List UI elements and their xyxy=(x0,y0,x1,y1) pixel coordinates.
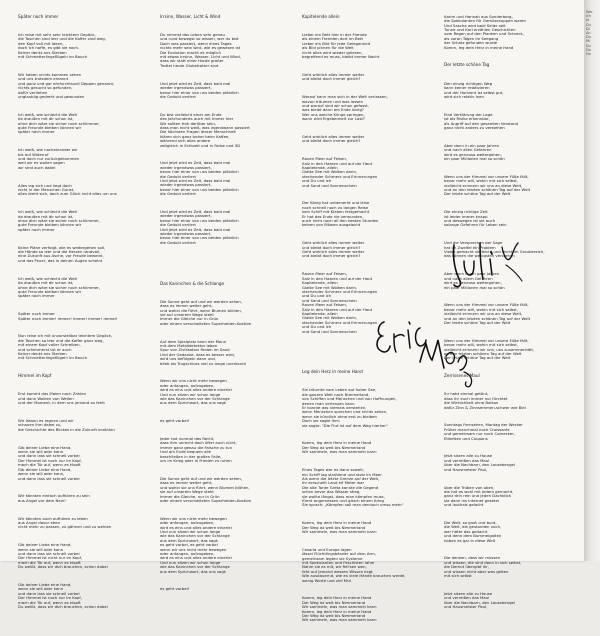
stanza: Komm, leg dein Herz in meine Hand Der Weg ist weit bis Nimmerland Wir sammeln, was man sammeln kann xyxy=(302,520,377,534)
song-title: Irrsinn, Wasser, Licht & Wind xyxy=(160,13,221,19)
stanza: Wir lassen es regnen und wir schauen ihm dabei zu, die Geschichte des Blickes in die Zukunft erzählen xyxy=(18,418,115,432)
stanza: Ich reise mit sehr sehr leichtem Gepäck, die Taschen sind leer und die Koffer sind weg, den Kopf voll mit Ideen, doch ich hoffe, es gibt sie noch. Keiner denkt ans Sterben mit Schmetterlingsflügeln im Bauch xyxy=(18,32,106,60)
lyrics-column-2 xyxy=(160,6,288,592)
stanza: Die Welt, so groß und bunt, die Welt, die gestanden noch, wer hätte das gedacht und denn dem Bummelgalten haben es gar in diese Welt xyxy=(444,519,502,543)
stanza: Wenn uns der Himmel vor unsere Füße fällt, bevor mehr will, wohin mit sich selbst, vielleicht erinnern wir uns an diese Welt, und an den letzten schönen Tag auf der Welt Der letzte schöne Tag auf der Welt xyxy=(444,302,531,325)
stanza: Später noch immer Später noch immer! immer! immer! immer! immer! xyxy=(18,311,118,321)
stanza: Die Sonne geht auf und wir werden sehen, dass es immer weiter geht, und wohin die führt, wenn Blumen blühen, sie auf unserem Wege steht Immer die Gleiche nur in Grün oder einem verschwitzten Superhelden-Kostüm xyxy=(160,298,252,326)
stanza: Keine Pläne verfolgt, wie es weitergehen soll, die Hände so leer und die Herzen randvoll, eine Zukunft aus Asche, vor Freude beweint, und das Feuer, das in deinen Augen scheint xyxy=(18,244,106,263)
song-title: Himmel im Kopf xyxy=(18,373,52,379)
stanza: Komm, leg dein Herz in meine Hand Der Weg ist weit bis Nimmerland Wir sammeln, was man sammeln kann Komm, leg dein Herz in meine Hand Der Weg ist weit bis Nimmerland Wir sammeln, was man sammeln kann xyxy=(302,595,377,623)
stanza: Und jetzt wird es Zeit, dass bald mal wieder irgendwas passiert, bevor hier einer von uns beiden plötzlich die Geduld verliert Und jetzt wird es Zeit, dass bald mal wieder irgendwas passiert, bevor hier einer von uns beiden plötzlich die Geduld verliert xyxy=(160,209,239,245)
stanza: Und jetzt wird es Zeit, dass bald mal wieder irgendwas passiert, bevor hier einer von uns beiden plötzlich die Geduld verliert xyxy=(160,80,239,99)
lyrics-column-1 xyxy=(18,6,146,610)
stanza: Jetzt sitzen alle zu Hause und verreißen das Maul über die Nachbarn, den Lausebengel und Hausmeister Paul, xyxy=(444,453,515,472)
stanza: Lieber ein Bett hier in der Fremde als einem Fremden dort im Bett Lieber ein Bild für jede Gelegenheit als Bild pinnen für die Welt nicht alles wird wieder gelesen, begreifend es muss, bleibt immer Nacht xyxy=(302,32,380,60)
stanza: Sie träumte vom Leben auf hoher See, die ganzen Welt nach Nimmerland, von Schiffen und Menschen und von Hoffnungen, denen man vertrauen kann Er konnte das niemals verstehen, wenn Menschen sprechen und nichts sehen, wenn sie kündlich ohne erst zu bleiben Doch sie sagte ihm: sie sagte: "Die Flut ist auf dem Weg hierher" xyxy=(302,387,397,428)
stanza: Jetzt sitzen alle zu Hause und verreißen das Maul über die Nachbarn, den Lausebengel und Hausmeister Paul, xyxy=(444,590,515,610)
stanza: Casaria und Europa lagen lässei Flüchtlingsbänder auf dem Arm, gemeinsam legten sie Systeme mit Spekulanten und Feschisten lahm Nahm sie es mit, wir fiel'sen wen, feht auf jemand wessen Wissen liegt Wie ausdauernd, wie es viele Hände brauchen werde, wenig Worte und viel Mut xyxy=(302,546,406,583)
stanza: Komm, leg dein Herz in meine Hand Der Weg ist weit bis Nimmerland Wir sammeln, was man sammeln kann xyxy=(302,440,377,455)
stanza: Wenn uns der Himmel vor unsere Füße fällt, bevor mehr will, wohin mit sich selbst, vielleicht erinnern wir uns an diese Welt, und an den letzten schönen Tag auf der Welt Der letzte schöne Tag auf der Welt xyxy=(444,173,531,197)
song-title: Später noch immer xyxy=(18,13,59,19)
stanza: Ich weiß, wie schlecht die Welt da draußen mit dir schon ist, ohne dich wäre sie sicher noch schlimmer, gute Freunde bleiben können wir später noch immer xyxy=(18,275,101,299)
stanza: Wenn uns der Himmel vor unsere Füße fällt, bevor mehr will, wohin mit sich selbst, vielleicht erinnern wir uns, uns zusammenhält, an den letzten schönen Tag auf der Welt Der letzte schöne Tag auf der Welt xyxy=(444,337,535,361)
stanza: Erst kommt das Malen nach Zahlen und dann Wolken von Wellen und der Moment, in dem uns jemand so fehlt xyxy=(18,391,105,406)
stanza: über die Trüben von oben, die hat es wohl mit jedem gemacht, ganz drin rein und jeden Dachblick sie dann ins Internet gesetzt und lauthals gelacht xyxy=(444,484,514,508)
stanza: Sonntags Fernsehen, Montag der Wecker Früher manchmal noch Croissants und gemeinsam nur noch Camecker, Etiketten und Coupons xyxy=(444,422,523,441)
next-page-edge-text: Wer Ich Je Du Di An Da Mi Du Da Ha xyxy=(586,10,593,57)
stanza: Eine Verklärung der Lage ist als Risiko erkennbar, als Angriff auf den gesamten Verstand ganz nicht anders zu verstehen xyxy=(444,111,518,130)
lyrics-column-3 xyxy=(302,6,430,623)
stanza: Die einzig richtige Zeit ist leider immer knapp und deswegen ist sie auch solange Gefahren für Leben sein xyxy=(444,209,507,228)
stanza: Aber dann in ein paar Jahren und nach allen Gefahren wird es genauso weitergehen, ein paar Millionen mal so schön xyxy=(444,142,505,161)
stanza: Der König hat unbemerkt und leise noch schnell noch zu langen Reise kein Schiff mit Kleben festgemacht Er hat das Ende nie verwunden, auch nicht noch all den besten Stunden keinen von Möwen ausgelacht xyxy=(302,200,379,228)
stanza: Du nimmst das Leben sehr genau und rund bewegst so wissen, wer du bist Doch was passiert, wenn eines Tages nichts mehr sein wird, wie es gewesen ist Die Evolution macht es möglich mit etwas Irrsinn, Wasser, Licht und Wind, dass wir statt einer Horde großer Trottel heute Glubetrotter sind xyxy=(160,32,241,68)
song-title: Der letzte schöne Tag xyxy=(444,62,490,68)
handwritten-signature-1 xyxy=(446,235,526,295)
stanza: Gib deiner Liebe eine Hand, wenn sie will oder kann und dann lass sie schnell vorbei Der Himmel ist noch nur im Kopf, mach die Tür auf, wenn es klopft Gib deiner Liebe eine Hand, wenn sie will oder kann, und dann lass sie schnell vorbei xyxy=(18,444,82,481)
stanza: Auf dem Spielplatz kann der Mann mit dem Metalldetektor leben Spur von Zivilisation finden im Sand Und der Gedanke, dass es besser wird, wird uns beflügeln dann und, blieb als Trugschluss viel zu lange unerkannt xyxy=(160,338,247,366)
stanza: Und jetzt wird es Zeit, dass bald mal wieder irgendwas passiert, bevor hier einer von uns beiden plötzlich die Geduld verliert Und jetzt wird es Zeit, dass bald mal wieder irgendwas passiert, bevor hier einer von uns beiden plötzlich die Geduld verliert xyxy=(160,160,239,197)
stanza: Die denken, dass wir müssen und wissen, die sind dann in sich selbst, die Demut übergibt ihr, und wissen nicht aber was gelten mit sich selbst xyxy=(444,555,522,578)
handwritten-signature-2 xyxy=(370,300,480,390)
stanza: Die Sonne geht auf und wir werden sehen, dass es immer weiter geht, und wohin sie uns führt, wenn Blumen blühen, sie auf unserem Wege steht Immer die Gleiche, nur in Grün oder einem verschwitzten Superhelden-Kostüm xyxy=(160,475,252,503)
stanza: Alles lag sich und liegt doch nicht in der Menschen Gunst, alles dreht sich, doch zum Glück nicht alles um uns xyxy=(18,182,117,197)
stanza: Nun reise ich mit unvorstellbar leichtem Gepäck, die Taschen so leer und die Koffer ganz weg, mit einem Kopf voller Schreiben, und schimmerst tut er auch Keiner denkt ans Sterben mit Schmetterlingsflügeln im Bauch xyxy=(18,333,113,361)
song-title: Kapitelende allein xyxy=(302,13,340,19)
song-title: Das Kaninchen & die Schlange xyxy=(160,280,225,286)
stanza: Wir könnten einfach aufhören zu sein aus Angst vor dem Nein! xyxy=(18,493,90,503)
stanza: Ich weiß, wie schlecht die Welt da draußen mit dir schon ist, ohne dich wäre sie sicher noch schlimmer, gute Freunde bleiben können wir später noch immer xyxy=(18,111,101,135)
stanza: Ich weiß, wie nacheinander wir bis auf Widerruf und doch nur zurückgekommen weil wir es wollen sagen wir sind auch dabei xyxy=(18,147,80,170)
stanza: Rauen Meer auf Felsen, Salz in den Haaren und auf der Haut Kapitelende, allein Glatte See mit Wolken darin, stechender Schmerz und Erinnerungen und Du und ich und Sand und Sonnenschein xyxy=(302,156,378,188)
song-title: Leg dein Herz in meine Hand xyxy=(302,369,363,375)
stanza: Wir könnten auch aufhören zu leben aus Angst davor eben nicht mehr zu passen, zu gähnen und zu weinen xyxy=(18,515,112,530)
spacer xyxy=(160,259,288,273)
stanza: Aber dann in ein paar Jahren und nach allem Gefahren wird es genauso weitergehen, ein paar Millionen mal so schön xyxy=(444,271,505,290)
stanza: Geht wirklich alles immer weiter und bleibt doch immer gleich? Geht wirklich alles immer weiter und bleibt doch immer gleich? xyxy=(302,240,365,259)
stanza: Eines Tages war es dann soweit, ein Schiff lag strahlend und stolz im Meer Als wenn die letzte Grenze auf der Welt, ihr zerschellt Land elf Meter war Die alte Tante Greta kannte die Gegend schon bevor das Wasser stieg, sie wollte längst, dass man kämpfen muss, fürmt angemessen und gleich einem Krieg Sie sprach: „Kämpfen soll man dennoch umso mehr" xyxy=(302,467,404,508)
stanza: Den einzig richtigen Weg kann keiner relativieren und der Horizont ist selbst gut, wird sich relativ inen xyxy=(444,80,504,99)
stanza: Ich weiß, wie schlecht die Welt da draußen mit dir schon ist, ohne dich wäre sie sicher noch schlimmer, gute Freunde bleiben können wir später noch immer xyxy=(18,209,101,232)
refrain: es geht vorbei! xyxy=(160,418,190,424)
stanza: Gib deiner Liebe eine Hand, wenn sie will oder kann und dann lass sie schnell vorbei Der Himmel ist noch nur im Kopf, mach die Tür auf, wenn es klopft Du weißt, dass wir dich brauchen, schon dabei xyxy=(18,582,108,610)
stanza: Geht wirklich alles immer weiter und bleibt doch immer gleich? xyxy=(302,133,365,144)
stanza: Du bist vielleicht einer am Ende des Jahrhunderts auch mit immer hier Wir sollten froh darüber sein, dass man nicht weiß, was irgendwann passiert Die höchsten Fragen dieser Menschheit klären sich ganz locker beim Kaffee, während sich alles andere zeitgleich in Echtzeit und in Farbe und 3D xyxy=(160,111,250,148)
stanza: Karim und Hannah aus Sonderborg, die Spekulanten für Gemüsesuppen waren Und Sascha wird bald Seiler seit Tunne und Karl erzählen Geschichten vom Regen auf den Planken und Schreck, als voran Tagen im Seegang der Schatz gefunden wurde Komm, leg dein Herz in meine Hand xyxy=(444,13,526,50)
stanza: Wenn wir uns nicht mehr bewegen oder anfangen, aufzugeben, wird es eins und alles andere einerlei Und nun sitzen wir schon lange wie das Kaninchen vor der Schlange aus dem Sprichwort, das sagt: es geht vorbei, es geht vorbei wenn wir uns nicht mehr bewegen oder anfangen, aufzugeben, wird es eins und alles andere einerlei Und nun sitzen wir schon lange wie das Kaninchen vor der Schlange aus dem Sprichwort, das uns sagt: xyxy=(160,515,232,574)
stanza: Ihr habt einmal getönt, dass ihr euch immer nur fürchtet die Wirklichkeit ohne Balkon dafür Zinn & Zinnsemmen-schwer wie Blei xyxy=(444,391,526,410)
refrain: es geht vorbei! xyxy=(160,586,190,592)
stanza: Gib deiner Liebe eine Hand, wenn sie will oder kann und dann lass sie schnell vorbei Der Himmel ist nicht nur im Kopf, mach die Tür auf, wenn es klopft Du weißt, dass wir dich brauchen, schon dabei xyxy=(18,542,108,570)
song-title: Zerrissenes Maul xyxy=(444,373,480,379)
stanza: Wenn wir uns nicht mehr bewegen oder anfangen, aufzugeben, wird es eins und alles andere einerlei Und nun sitzen wir schon lange wie das Kaninchen vor der Schlange aus dem Sprichwort, das uns sagt: xyxy=(160,378,232,406)
stanza: Rauen Meer auf Felsen, Salz in den Haaren und auf der Haut Kapitelende, allein Glatte See mit Wolken darin, stechender Schmerz und Erinnerungen und Du und ich und Sand und Sonnenschein Rauen Meer auf Felsen, Salz in den Haaren und auf der Haut Kapitelende, allein Glatte See mit Wolken darin, stechender Schmerz und Erinnerungen und Du und ich und Sand und Sonnenschein xyxy=(302,271,378,334)
booklet-gutter xyxy=(584,0,600,561)
stanza: Wir haben nichts kommen sehen und uns trotzdem erkannt und ganz und gar ehrfurchtsvoll Deppen genannt, nichts gesucht so gefunden, dafür verliehen unglaublig gedreht und gewunden xyxy=(18,71,115,99)
stanza: Geht wirklich alles immer weiter und bleibt doch immer gleich? xyxy=(302,71,365,82)
stanza: Worauf kann man sich in der Welt verlassen, wovon träumen und was lassen und worauf sind wir schon gefasst, was bleibt dann am Ende übrig? Wer uns welche Klinge springen, wann wird Ergebenheit zur Last? xyxy=(302,94,388,122)
stanza: Und die Versprechen der Sage hat im Zweifel ein Problem Vieles gemacht vielleicht und leicht im Graubereich, das können die wenigsten verstehen xyxy=(444,240,545,259)
stanza: Jeder hat nunmal das Recht, dass ihm unrecht doch öfter auch nicht, immer ganz genau die Falsche zu tun Und am Ende bequem alle beschließen in der großen Falle, um im Krieg oder in Frieden zu ruhen xyxy=(160,436,237,464)
